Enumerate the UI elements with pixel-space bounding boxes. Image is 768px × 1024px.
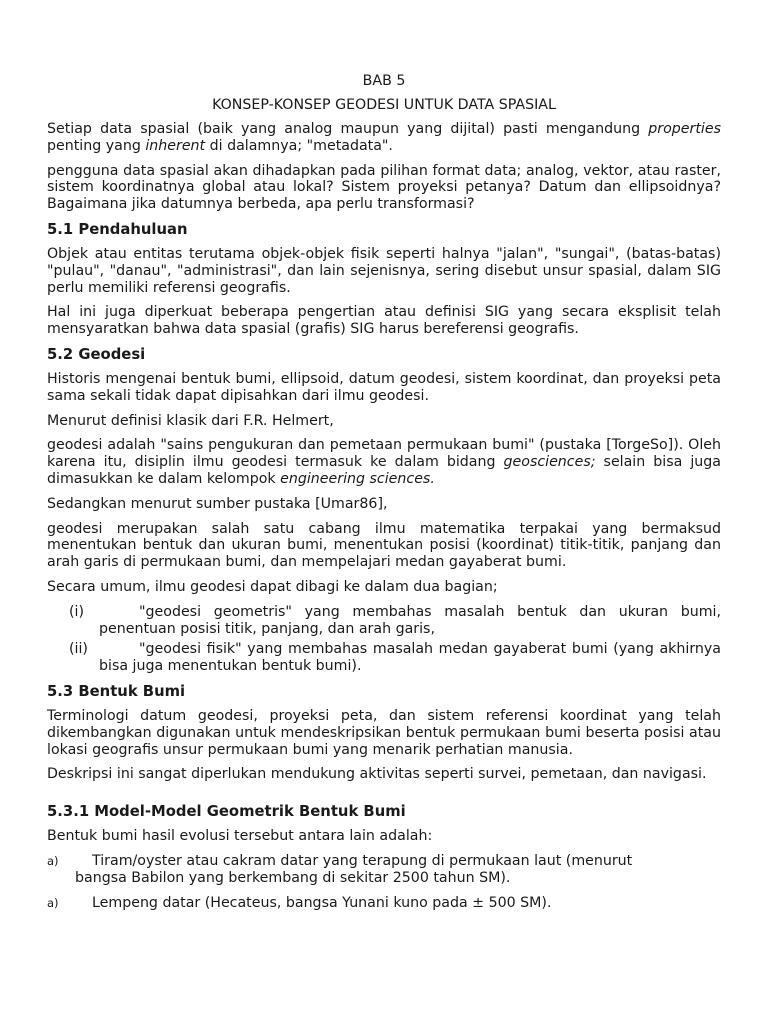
chapter-title: KONSEP-KONSEP GEODESI UNTUK DATA SPASIAL [212, 97, 556, 113]
document-body [47, 121, 721, 919]
section-heading-5-3-1: 5.3.1 Model-Model Geometrik Bentuk Bumi [47, 803, 406, 821]
section-5-1-paragraph-2: Hal ini juga diperkuat beberapa pengertian atau definisi SIG yang secara eksplisit telah mensyaratkan bahwa data spasial (grafis) SIG harus bereferensi geografis. [47, 304, 721, 338]
section-5-2-paragraph-4: Sedangkan menurut sumber pustaka [Umar86], [47, 495, 388, 512]
list-item-number: a) [47, 853, 59, 868]
intro-paragraph-2: pengguna data spasial akan dihadapkan pada pilihan format data; analog, vektor, atau raster, sistem koordinatnya global atau lokal? Sistem proyeksi petanya? Datum dan ellipsoidnya? Bagaimana jika datumnya berbeda, apa perlu transformasi? [47, 162, 721, 213]
list-item-text: Lempeng datar (Hecateus, bangsa Yunani kuno pada ± 500 SM). [92, 894, 552, 911]
intro-paragraph-1: Setiap data spasial (baik yang analog maupun yang dijital) pasti mengandung properties penting yang inherent di dalamnya; "metadata". [47, 121, 721, 154]
section-5-2-paragraph-5: geodesi merupakan salah satu cabang ilmu matematika terpakai yang bermaksud menentukan bentuk dan ukuran bumi, menentukan posisi (koordinat) titik-titik, panjang dan arah garis di permukaan bumi, dan mempelajari medan gayaberat bumi. [47, 520, 721, 571]
list-item [69, 604, 721, 638]
section-5-3-1-paragraph-1: Bentuk bumi hasil evolusi tersebut antara lain adalah: [47, 828, 433, 845]
section-5-2-paragraph-6: Secara umum, ilmu geodesi dapat dibagi ke dalam dua bagian; [47, 578, 498, 595]
section-5-3-paragraph-1: Terminologi datum geodesi, proyeksi peta, dan sistem referensi koordinat yang telah dikembangkan digunakan untuk mendeskripsikan bentuk permukaan bumi beserta posisi atau lokasi geografis unsur permukaan bumi yang menarik perhatian manusia. [47, 707, 721, 758]
list-item [47, 853, 721, 887]
section-heading-5-3: 5.3 Bentuk Bumi [47, 682, 186, 700]
list-item-text-continued: bangsa Babilon yang berkembang di sekitar 2500 tahun SM). [75, 869, 511, 886]
section-5-3-paragraph-2: Deskripsi ini sangat diperlukan mendukung aktivitas seperti survei, pemetaan, dan navigasi. [47, 766, 707, 783]
list-item-number: (ii) [69, 641, 88, 658]
list-item-text: "geodesi fisik" yang membahas masalah medan gayaberat bumi (yang akhirnya bisa juga menentukan bentuk bumi). [99, 641, 721, 675]
section-5-1-paragraph-1: Objek atau entitas terutama objek-objek fisik seperti halnya "jalan", "sungai", (batas-batas) "pulau", "danau", "administrasi", dan lain sejenisnya, sering disebut unsur spasial, dalam SIG perlu memiliki referensi geografis. [47, 245, 721, 296]
section-5-2-paragraph-1: Historis mengenai bentuk bumi, ellipsoid, datum geodesi, sistem koordinat, dan proyeksi peta sama sekali tidak dapat dipisahkan dari ilmu geodesi. [47, 370, 721, 404]
list-item-text: Tiram/oyster atau cakram datar yang terapung di permukaan laut (menurut [92, 852, 633, 869]
section-5-2-paragraph-3: geodesi adalah "sains pengukuran dan pemetaan permukaan bumi" (pustaka [TorgeSo]). Oleh karena itu, disiplin ilmu geodesi termasuk ke dalam bidang geosciences; selain bisa juga dimasukkan ke dalam kelompok engineering sciences. [47, 437, 721, 487]
list-item-number: a) [47, 895, 59, 910]
list-item [47, 895, 721, 912]
chapter-label: BAB 5 [362, 73, 406, 89]
list-item-number: (i) [69, 603, 85, 620]
section-heading-5-2: 5.2 Geodesi [47, 345, 146, 363]
section-5-2-paragraph-2: Menurut definisi klasik dari F.R. Helmert, [47, 412, 334, 429]
list-item [69, 641, 721, 675]
list-item-text: "geodesi geometris" yang membahas masalah bentuk dan ukuran bumi, penentuan posisi titik, panjang, dan arah garis, [99, 603, 721, 637]
section-heading-5-1: 5.1 Pendahuluan [47, 220, 188, 238]
